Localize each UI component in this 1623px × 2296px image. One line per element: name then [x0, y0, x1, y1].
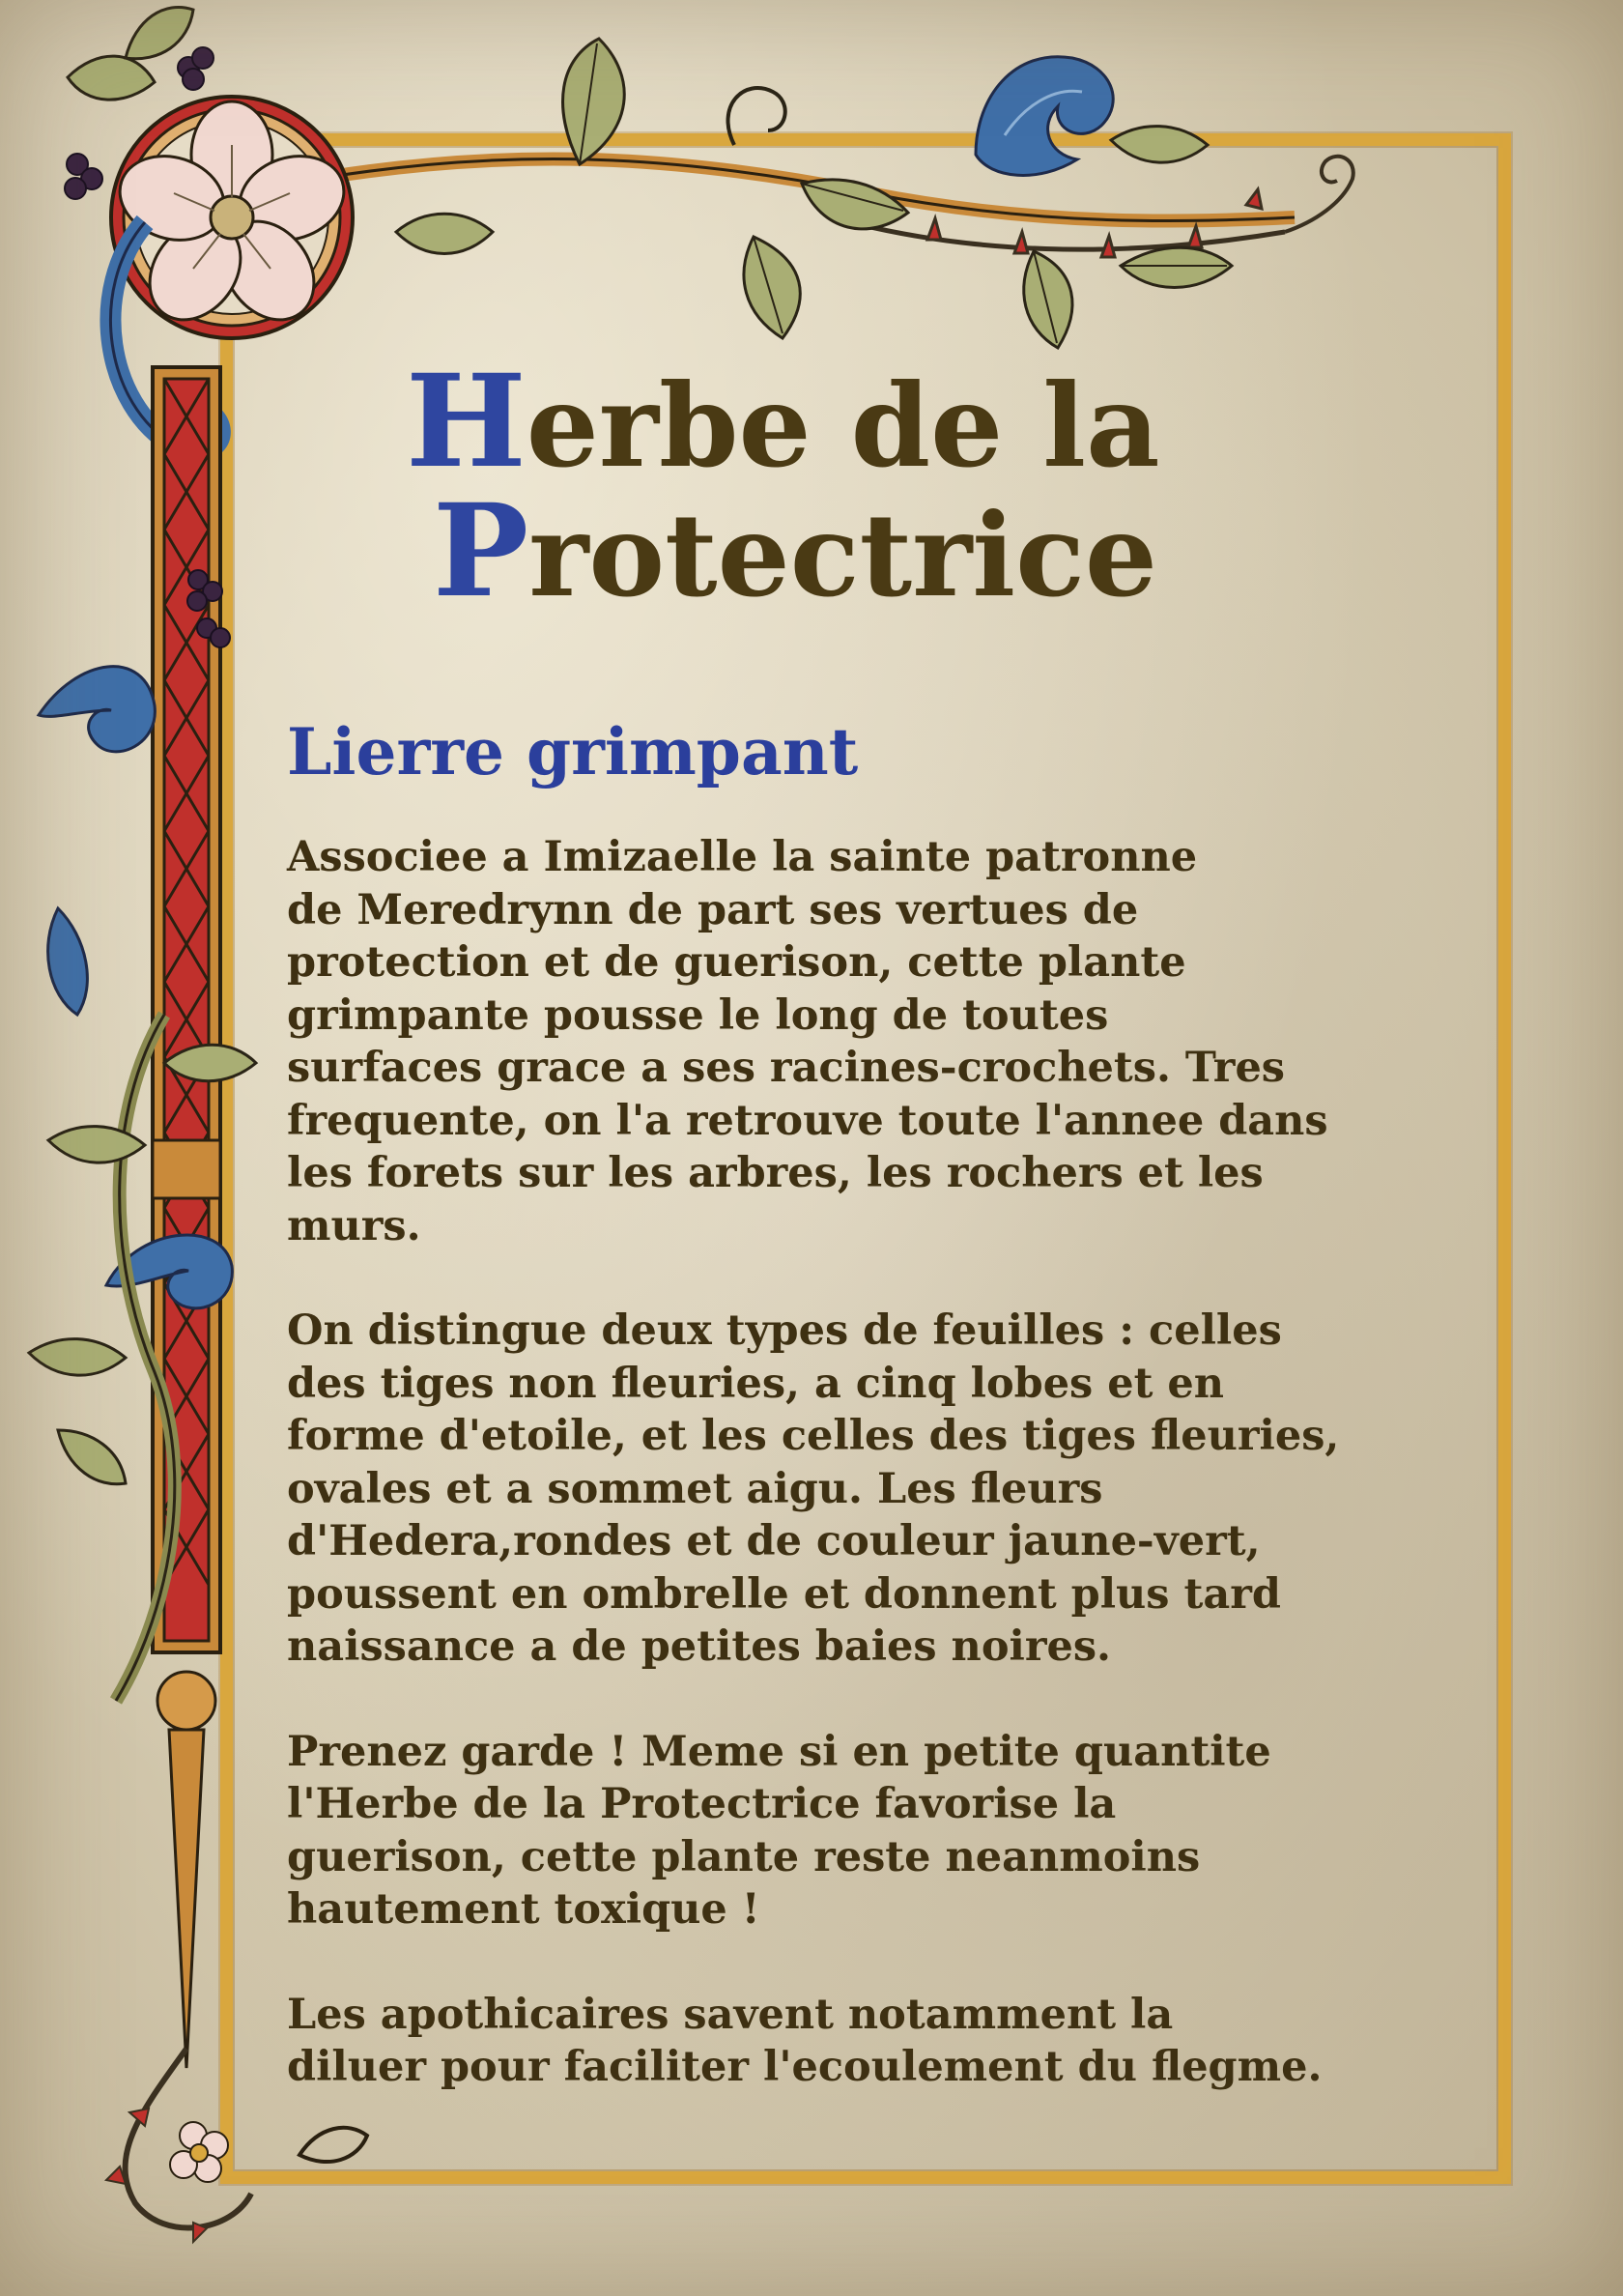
paragraph-leaves-flowers [287, 1305, 1456, 1674]
text-line: forme d'etoile, et les celles des tiges fleuries, [287, 1412, 1340, 1460]
text-line: frequente, on l'a retrouve toute l'annee dans [287, 1096, 1328, 1145]
title-initial-p: P [433, 476, 529, 626]
text-line: l'Herbe de la Protectrice favorise la [287, 1780, 1117, 1828]
title-line-1 [406, 347, 1372, 497]
text-line: grimpante pousse le long de toutes [287, 990, 1109, 1040]
acanthus-leaf-icon [976, 57, 1113, 176]
text-line: des tiges non fleuries, a cinq lobes et en [287, 1359, 1225, 1408]
text-line: hautement toxique ! [287, 1885, 760, 1934]
plant-common-name: Lierre grimpant [287, 714, 859, 789]
text-line: protection et de guerison, cette plante [287, 938, 1186, 987]
text-line: Prenez garde ! Meme si en petite quantite [287, 1727, 1271, 1776]
top-vine-stem [290, 159, 1295, 221]
text-line: Les apothicaires savent notamment la [287, 1990, 1174, 2039]
text-line: les forets sur les arbres, les rochers et les [287, 1149, 1264, 1197]
small-flower-icon [170, 2122, 228, 2182]
text-line: poussent en ombrelle et donnent plus tard [287, 1569, 1281, 1619]
title-initial-h: H [406, 347, 527, 497]
page-title [406, 347, 1372, 626]
text-line: surfaces grace a ses racines-crochets. Tres [287, 1044, 1286, 1092]
text-line: naissance a de petites baies noires. [287, 1622, 1112, 1671]
text-line: Associee a Imizaelle la sainte patronne [287, 833, 1198, 881]
text-line: On distingue deux types de feuilles : celles [287, 1306, 1282, 1355]
paragraph-apothecary [287, 1989, 1456, 2094]
body-text [287, 831, 1456, 2146]
text-line: murs. [287, 1201, 421, 1250]
title-line-2-text: rotectrice [528, 488, 1157, 622]
text-line: d'Hedera,rondes et de couleur jaune-vert, [287, 1517, 1261, 1565]
paragraph-warning [287, 1726, 1456, 1937]
wild-rose-icon [109, 97, 356, 338]
title-line-1-text: erbe de la [526, 359, 1160, 493]
text-line: ovales et a sommet aigu. Les fleurs [287, 1464, 1103, 1513]
paragraph-description [287, 831, 1456, 1252]
text-line: guerison, cette plante reste neanmoins [287, 1832, 1201, 1881]
text-line: de Meredrynn de part ses vertues de [287, 885, 1139, 934]
title-line-2 [406, 476, 1372, 626]
text-line: diluer pour faciliter l'ecoulement du flegme. [287, 2043, 1323, 2091]
